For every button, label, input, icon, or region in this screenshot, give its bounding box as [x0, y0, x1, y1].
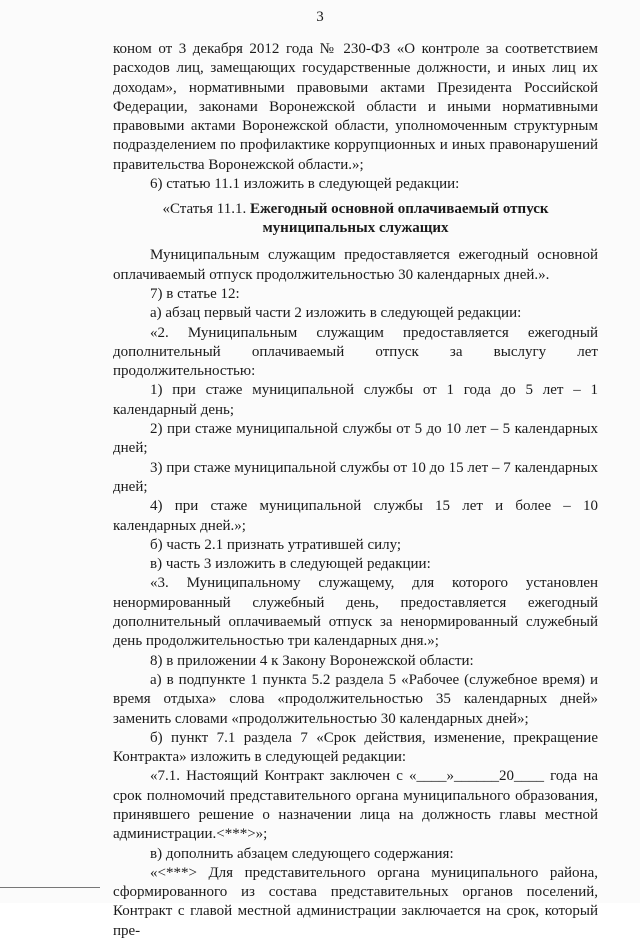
- paragraph: а) в подпункте 1 пункта 5.2 раздела 5 «Рабочее (служебное время) и время отдыха» слова «продолжительностью 35 календарных дней» заменить словами «продолжительностью 30 календарных дней»;: [113, 671, 598, 727]
- paragraph: «2. Муниципальным служащим предоставляется ежегодный дополнительный оплачиваемый отпуск за выслугу лет продолжительностью:: [113, 324, 598, 380]
- paragraph: 7) в статье 12:: [150, 285, 240, 302]
- body-text: [113, 40, 598, 941]
- page-number: 3: [316, 9, 324, 25]
- paragraph: 4) при стаже муниципальной службы 15 лет и более – 10 календарных дней.»;: [113, 498, 598, 534]
- article-prefix: «Статья 11.1.: [162, 201, 250, 218]
- paragraph: в) часть 3 изложить в следующей редакции:: [150, 556, 431, 573]
- paragraph: Муниципальным служащим предоставляется ежегодный основной оплачиваемый отпуск продолжительностью 30 календарных дней.».: [113, 247, 598, 283]
- paragraph: 2) при стаже муниципальной службы от 5 до 10 лет – 5 календарных дней;: [113, 421, 598, 457]
- paragraph: «3. Муниципальному служащему, для которого установлен ненормированный служебный день, предоставляется ежегодный дополнительный оплачиваемый отпуск за ненормированный служебный день продолжительностью три календарных дня.»;: [113, 575, 598, 650]
- paragraph: 3) при стаже муниципальной службы от 10 до 15 лет – 7 календарных дней;: [113, 459, 598, 495]
- paragraph: «7.1. Настоящий Контракт заключен с «____»______20____ года на срок полномочий представительного органа муниципального образования, принявшего решение о назначении лица на должность главы местной администрации.<***>»;: [113, 768, 598, 843]
- paragraph: а) абзац первый части 2 изложить в следующей редакции:: [150, 305, 522, 322]
- paragraph: в) дополнить абзацем следующего содержания:: [150, 845, 454, 862]
- paragraph: 1) при стаже муниципальной службы от 1 года до 5 лет – 1 календарный день;: [113, 382, 598, 418]
- paragraph: «<***> Для представительного органа муниципального района, сформированного из состава представительных органов поселений, Контракт с главой местной администрации заключается на срок, который пре-: [113, 864, 598, 939]
- paragraph: б) пункт 7.1 раздела 7 «Срок действия, изменение, прекращение Контракта» изложить в следующей редакции:: [113, 729, 598, 766]
- paragraph: 8) в приложении 4 к Закону Воронежской области:: [150, 652, 474, 669]
- paragraph: 6) статью 11.1 изложить в следующей редакции:: [150, 176, 460, 193]
- footer-divider: [0, 887, 100, 888]
- article-heading: [113, 200, 598, 238]
- paragraph: б) часть 2.1 признать утратившей силу;: [150, 536, 402, 553]
- paragraph: коном от 3 декабря 2012 года № 230-ФЗ «О контроле за соответствием расходов лиц, замещающих государственные должности, и иных лиц их доходам», нормативными правовыми актами Президента Российской Федерации, законами Воронежской области и иными нормативными правовыми актами Воронежской области, уполномоченным структурным подразделением по профилактике коррупционных и иных правонарушений правительства Воронежской области.»;: [113, 41, 598, 173]
- article-title: Ежегодный основной оплачиваемый отпуск муниципальных служащих: [250, 201, 549, 237]
